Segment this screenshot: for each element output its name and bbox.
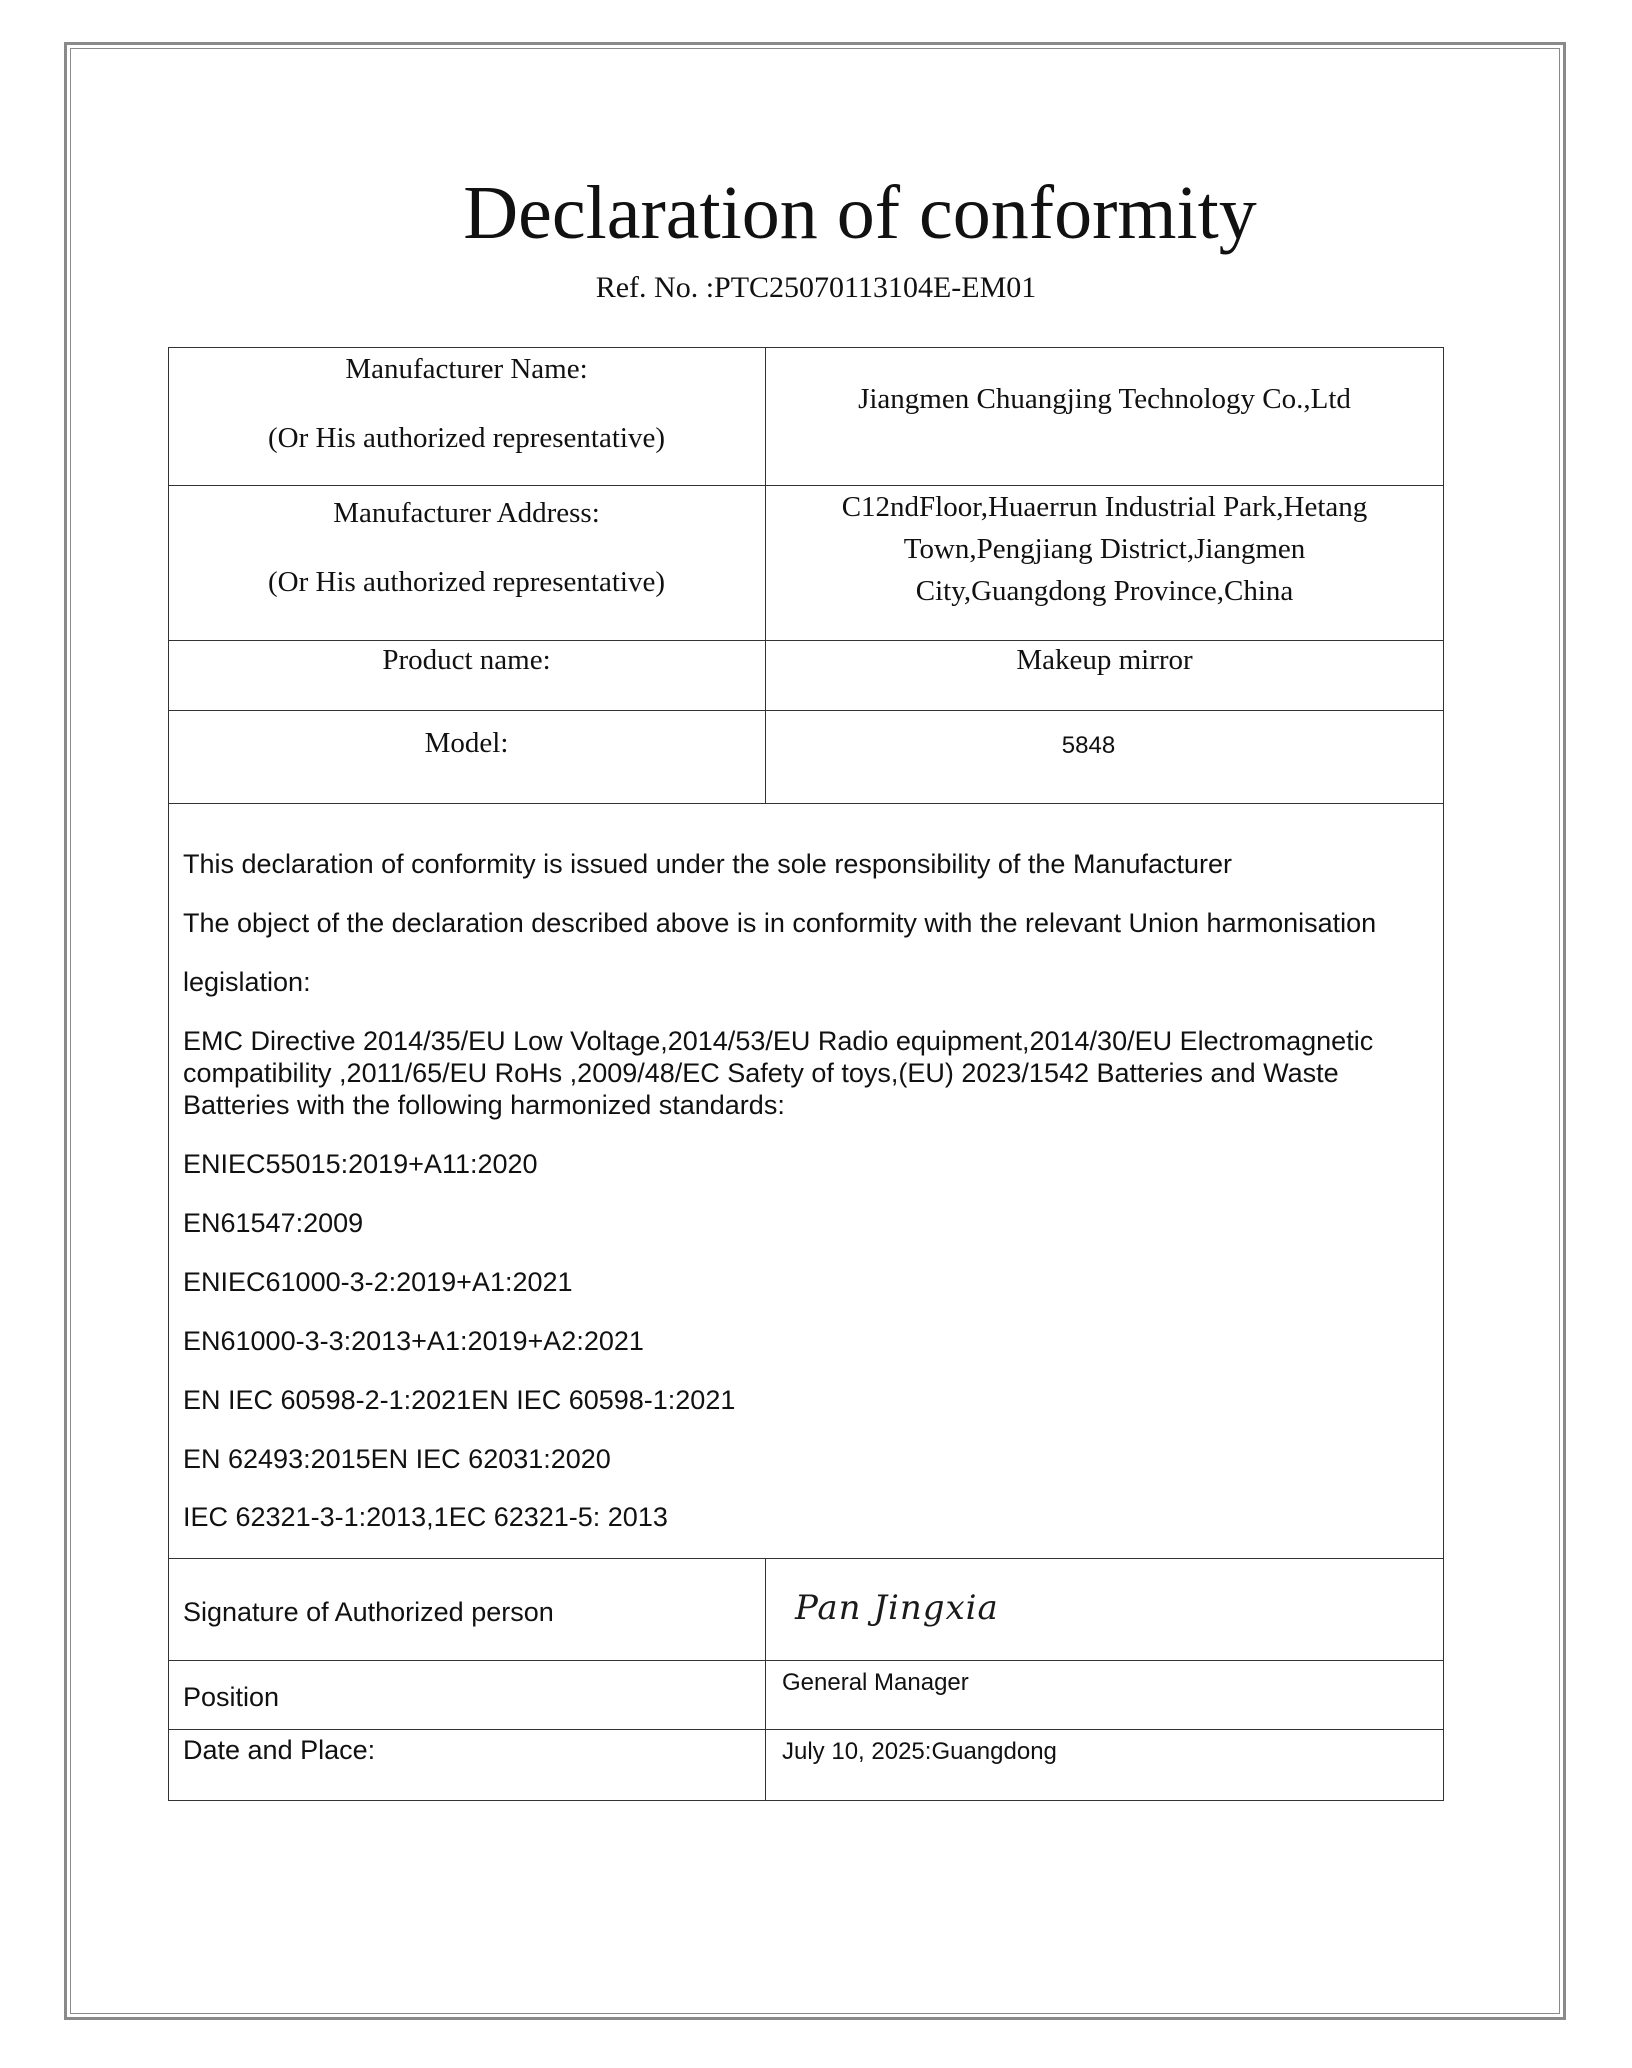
date-place-label: Date and Place: <box>183 1735 376 1765</box>
standard-item: EN61000-3-3:2013+A1:2019+A2:2021 <box>183 1326 644 1356</box>
directives-line: Batteries with the following harmonized standards: <box>183 1090 785 1120</box>
product-name-label-cell <box>168 641 765 710</box>
directives-line: EMC Directive 2014/35/EU Low Voltage,2014/53/EU Radio equipment,2014/30/EU Electromagnetic <box>183 1026 1374 1056</box>
manufacturer-address-value-cell <box>766 486 1443 640</box>
position-label: Position <box>183 1682 280 1712</box>
declaration-line: This declaration of conformity is issued under the sole responsibility of the Manufacturer <box>183 849 1233 879</box>
reference-number: Ref. No. :PTC25070113104E-EM01 <box>595 271 1037 304</box>
manufacturer-name-sublabel: (Or His authorized representative) <box>268 422 665 454</box>
model-label-cell <box>168 711 765 803</box>
date-place-value: July 10, 2025:Guangdong <box>782 1738 1057 1765</box>
standard-item: EN 62493:2015EN IEC 62031:2020 <box>183 1444 611 1474</box>
declaration-line: legislation: <box>183 967 311 997</box>
manufacturer-name-value: Jiangmen Chuangjing Technology Co.,Ltd <box>858 383 1351 415</box>
document-title: Declaration of conformity <box>463 171 1257 255</box>
manufacturer-address-sublabel: (Or His authorized representative) <box>268 566 665 598</box>
manufacturer-address-line: C12ndFloor,Huaerrun Industrial Park,Hetang <box>841 491 1368 523</box>
signature-handwritten: Pan Jingxia <box>795 1588 999 1628</box>
model-label: Model: <box>424 727 509 759</box>
manufacturer-address-label-cell <box>168 486 765 640</box>
manufacturer-address-label: Manufacturer Address: <box>333 497 600 529</box>
standard-item: EN61547:2009 <box>183 1208 364 1238</box>
product-name-value-cell <box>766 641 1443 710</box>
directives-line: compatibility ,2011/65/EU RoHs ,2009/48/EC Safety of toys,(EU) 2023/1542 Batteries and Waste <box>183 1058 1339 1088</box>
product-name-value: Makeup mirror <box>1016 644 1193 676</box>
standard-item: ENIEC61000-3-2:2019+A1:2021 <box>183 1267 573 1297</box>
signature-label: Signature of Authorized person <box>183 1597 554 1627</box>
manufacturer-address-line: City,Guangdong Province,China <box>915 575 1294 607</box>
position-value: General Manager <box>782 1669 969 1696</box>
manufacturer-name-label-cell <box>168 348 765 485</box>
manufacturer-address-line: Town,Pengjiang District,Jiangmen <box>903 533 1306 565</box>
model-value-cell <box>766 711 1443 803</box>
standard-item: ENIEC55015:2019+A11:2020 <box>183 1149 538 1179</box>
model-value: 5848 <box>1061 732 1116 759</box>
standard-item: EN IEC 60598-2-1:2021EN IEC 60598-1:2021 <box>183 1385 736 1415</box>
manufacturer-name-label: Manufacturer Name: <box>345 353 588 385</box>
manufacturer-name-value-cell <box>766 348 1443 485</box>
standard-item: IEC 62321-3-1:2013,1EC 62321-5: 2013 <box>183 1502 668 1532</box>
product-name-label: Product name: <box>382 644 551 676</box>
declaration-line: The object of the declaration described above is in conformity with the relevant Union harmonisation <box>183 908 1377 938</box>
